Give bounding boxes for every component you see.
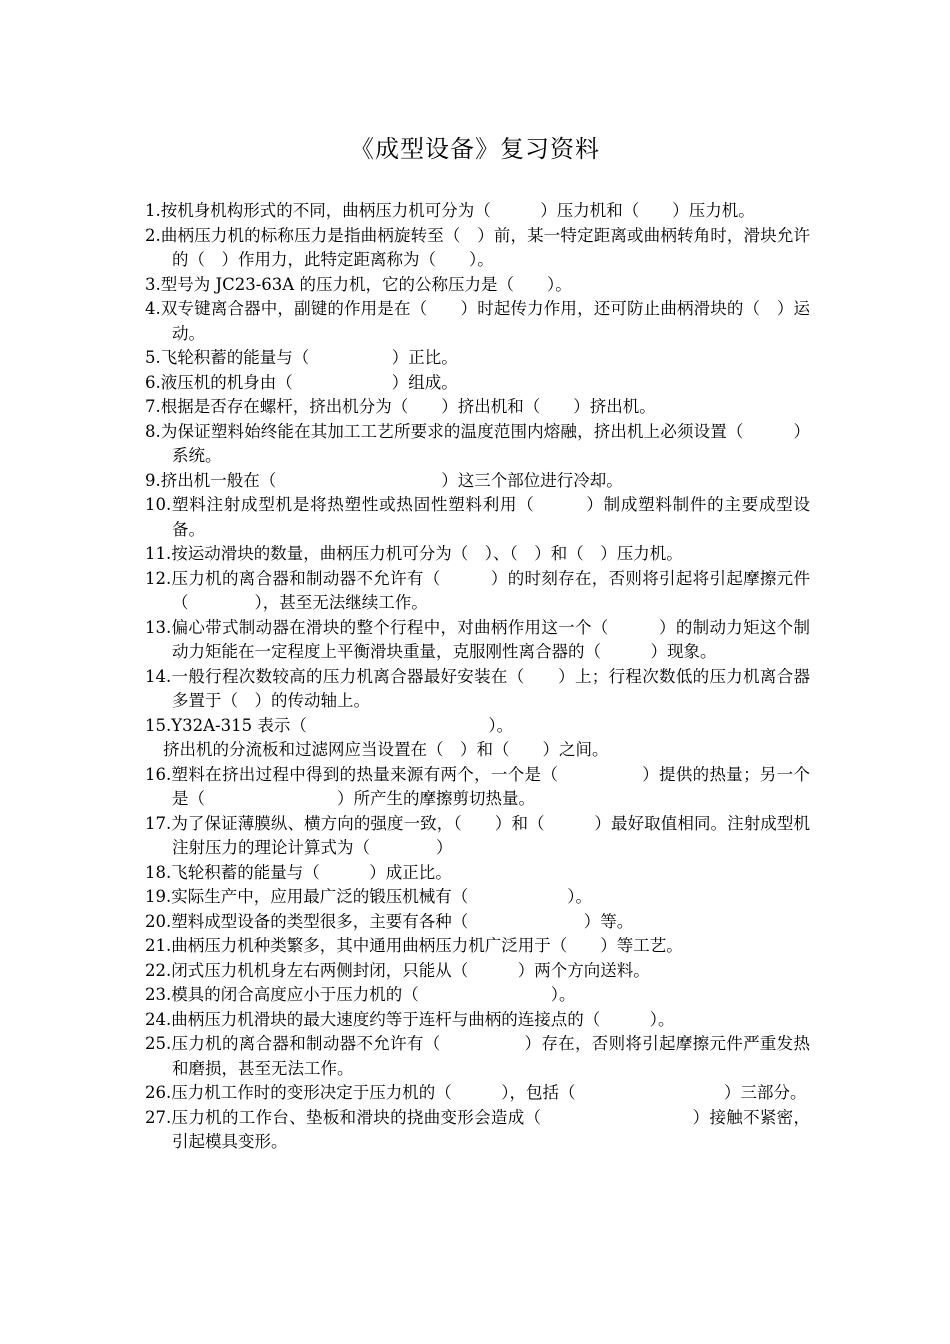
list-item-unnumbered: 挤出机的分流板和过滤网应当设置在（ ）和（ ）之间。 <box>163 740 609 759</box>
list-item: 25.压力机的离合器和制动器不允许有（ ）存在，否则将引起摩擦元件严重发热和磨损，甚至无法工作。 <box>145 1034 810 1078</box>
list-item: 20.塑料成型设备的类型很多，主要有各种（ ）等。 <box>145 911 634 931</box>
list-item: 8.为保证塑料始终能在其加工工艺所要求的温度范围内熔融，挤出机上必须设置（ ）系统。 <box>145 421 810 465</box>
list-item: 3.型号为 JC23-63A 的压力机，它的公称压力是（ ）。 <box>145 274 572 294</box>
list-item: 6.液压机的机身由（ ）组成。 <box>145 372 458 392</box>
list-item: 12.压力机的离合器和制动器不允许有（ ）的时刻存在，否则将引起将引起摩擦元件（ ），甚至无法继续工作。 <box>145 568 810 612</box>
list-item: 16.塑料在挤出过程中得到的热量来源有两个，一个是（ ）提供的热量；另一个是（ ）所产生的摩擦剪切热量。 <box>145 764 810 808</box>
list-item: 18.飞轮积蓄的能量与（ ）成正比。 <box>145 862 452 882</box>
list-item: 15.Y32A-315 表示（ ）。 <box>145 715 514 735</box>
list-item: 7.根据是否存在螺杆，挤出机分为（ ）挤出机和（ ）挤出机。 <box>145 397 656 416</box>
list-item: 11.按运动滑块的数量，曲柄压力机可分为（ ）、（ ）和（ ）压力机。 <box>145 544 683 563</box>
list-item: 1.按机身机构形式的不同，曲柄压力机可分为（ ）压力机和（ ）压力机。 <box>145 201 755 220</box>
list-item: 19.实际生产中，应用最广泛的锻压机械有（ ）。 <box>145 887 592 906</box>
list-item: 2.曲柄压力机的标称压力是指曲柄旋转至（ ）前，某一特定距离或曲柄转角时，滑块允许的（ ）作用力，此特定距离称为（ ）。 <box>145 225 810 269</box>
list-item: 27.压力机的工作台、垫板和滑块的挠曲变形会造成（ ）接触不紧密，引起模具变形。 <box>145 1107 810 1151</box>
list-item: 23.模具的闭合高度应小于压力机的（ ）。 <box>145 985 576 1004</box>
list-item: 14.一般行程次数较高的压力机离合器最好安装在（ ）上；行程次数低的压力机离合器多置于（ ）的传动轴上。 <box>145 666 810 710</box>
list-item: 4.双专键离合器中，副键的作用是在（ ）时起传力作用，还可防止曲柄滑块的（ ）运动。 <box>145 299 810 343</box>
list-item: 5.飞轮积蓄的能量与（ ）正比。 <box>145 348 458 367</box>
list-item: 10.塑料注射成型机是将热塑性或热固性塑料利用（ ）制成塑料制件的主要成型设备。 <box>145 495 810 539</box>
list-item: 24.曲柄压力机滑块的最大速度约等于连杆与曲柄的连接点的（ ）。 <box>145 1009 675 1029</box>
list-item: 21.曲柄压力机种类繁多，其中通用曲柄压力机广泛用于（ ）等工艺。 <box>145 936 683 955</box>
list-item: 9.挤出机一般在（ ）这三个部位进行冷却。 <box>145 470 623 490</box>
list-item: 13.偏心带式制动器在滑块的整个行程中，对曲柄作用这一个（ ）的制动力矩这个制动力矩能在一定程度上平衡滑块重量，克服刚性离合器的（ ）现象。 <box>145 617 810 661</box>
list-item: 22.闭式压力机机身左右两侧封闭，只能从（ ）两个方向送料。 <box>145 960 650 980</box>
page-title: 《成型设备》复习资料 <box>350 135 600 163</box>
list-item: 17.为了保证薄膜纵、横方向的强度一致，（ ）和（ ）最好取值相同。注射成型机注射压力的理论计算式为（ ） <box>145 813 810 857</box>
question-list <box>145 199 810 1155</box>
list-item: 26.压力机工作时的变形决定于压力机的（ ），包括（ ）三部分。 <box>145 1083 807 1102</box>
